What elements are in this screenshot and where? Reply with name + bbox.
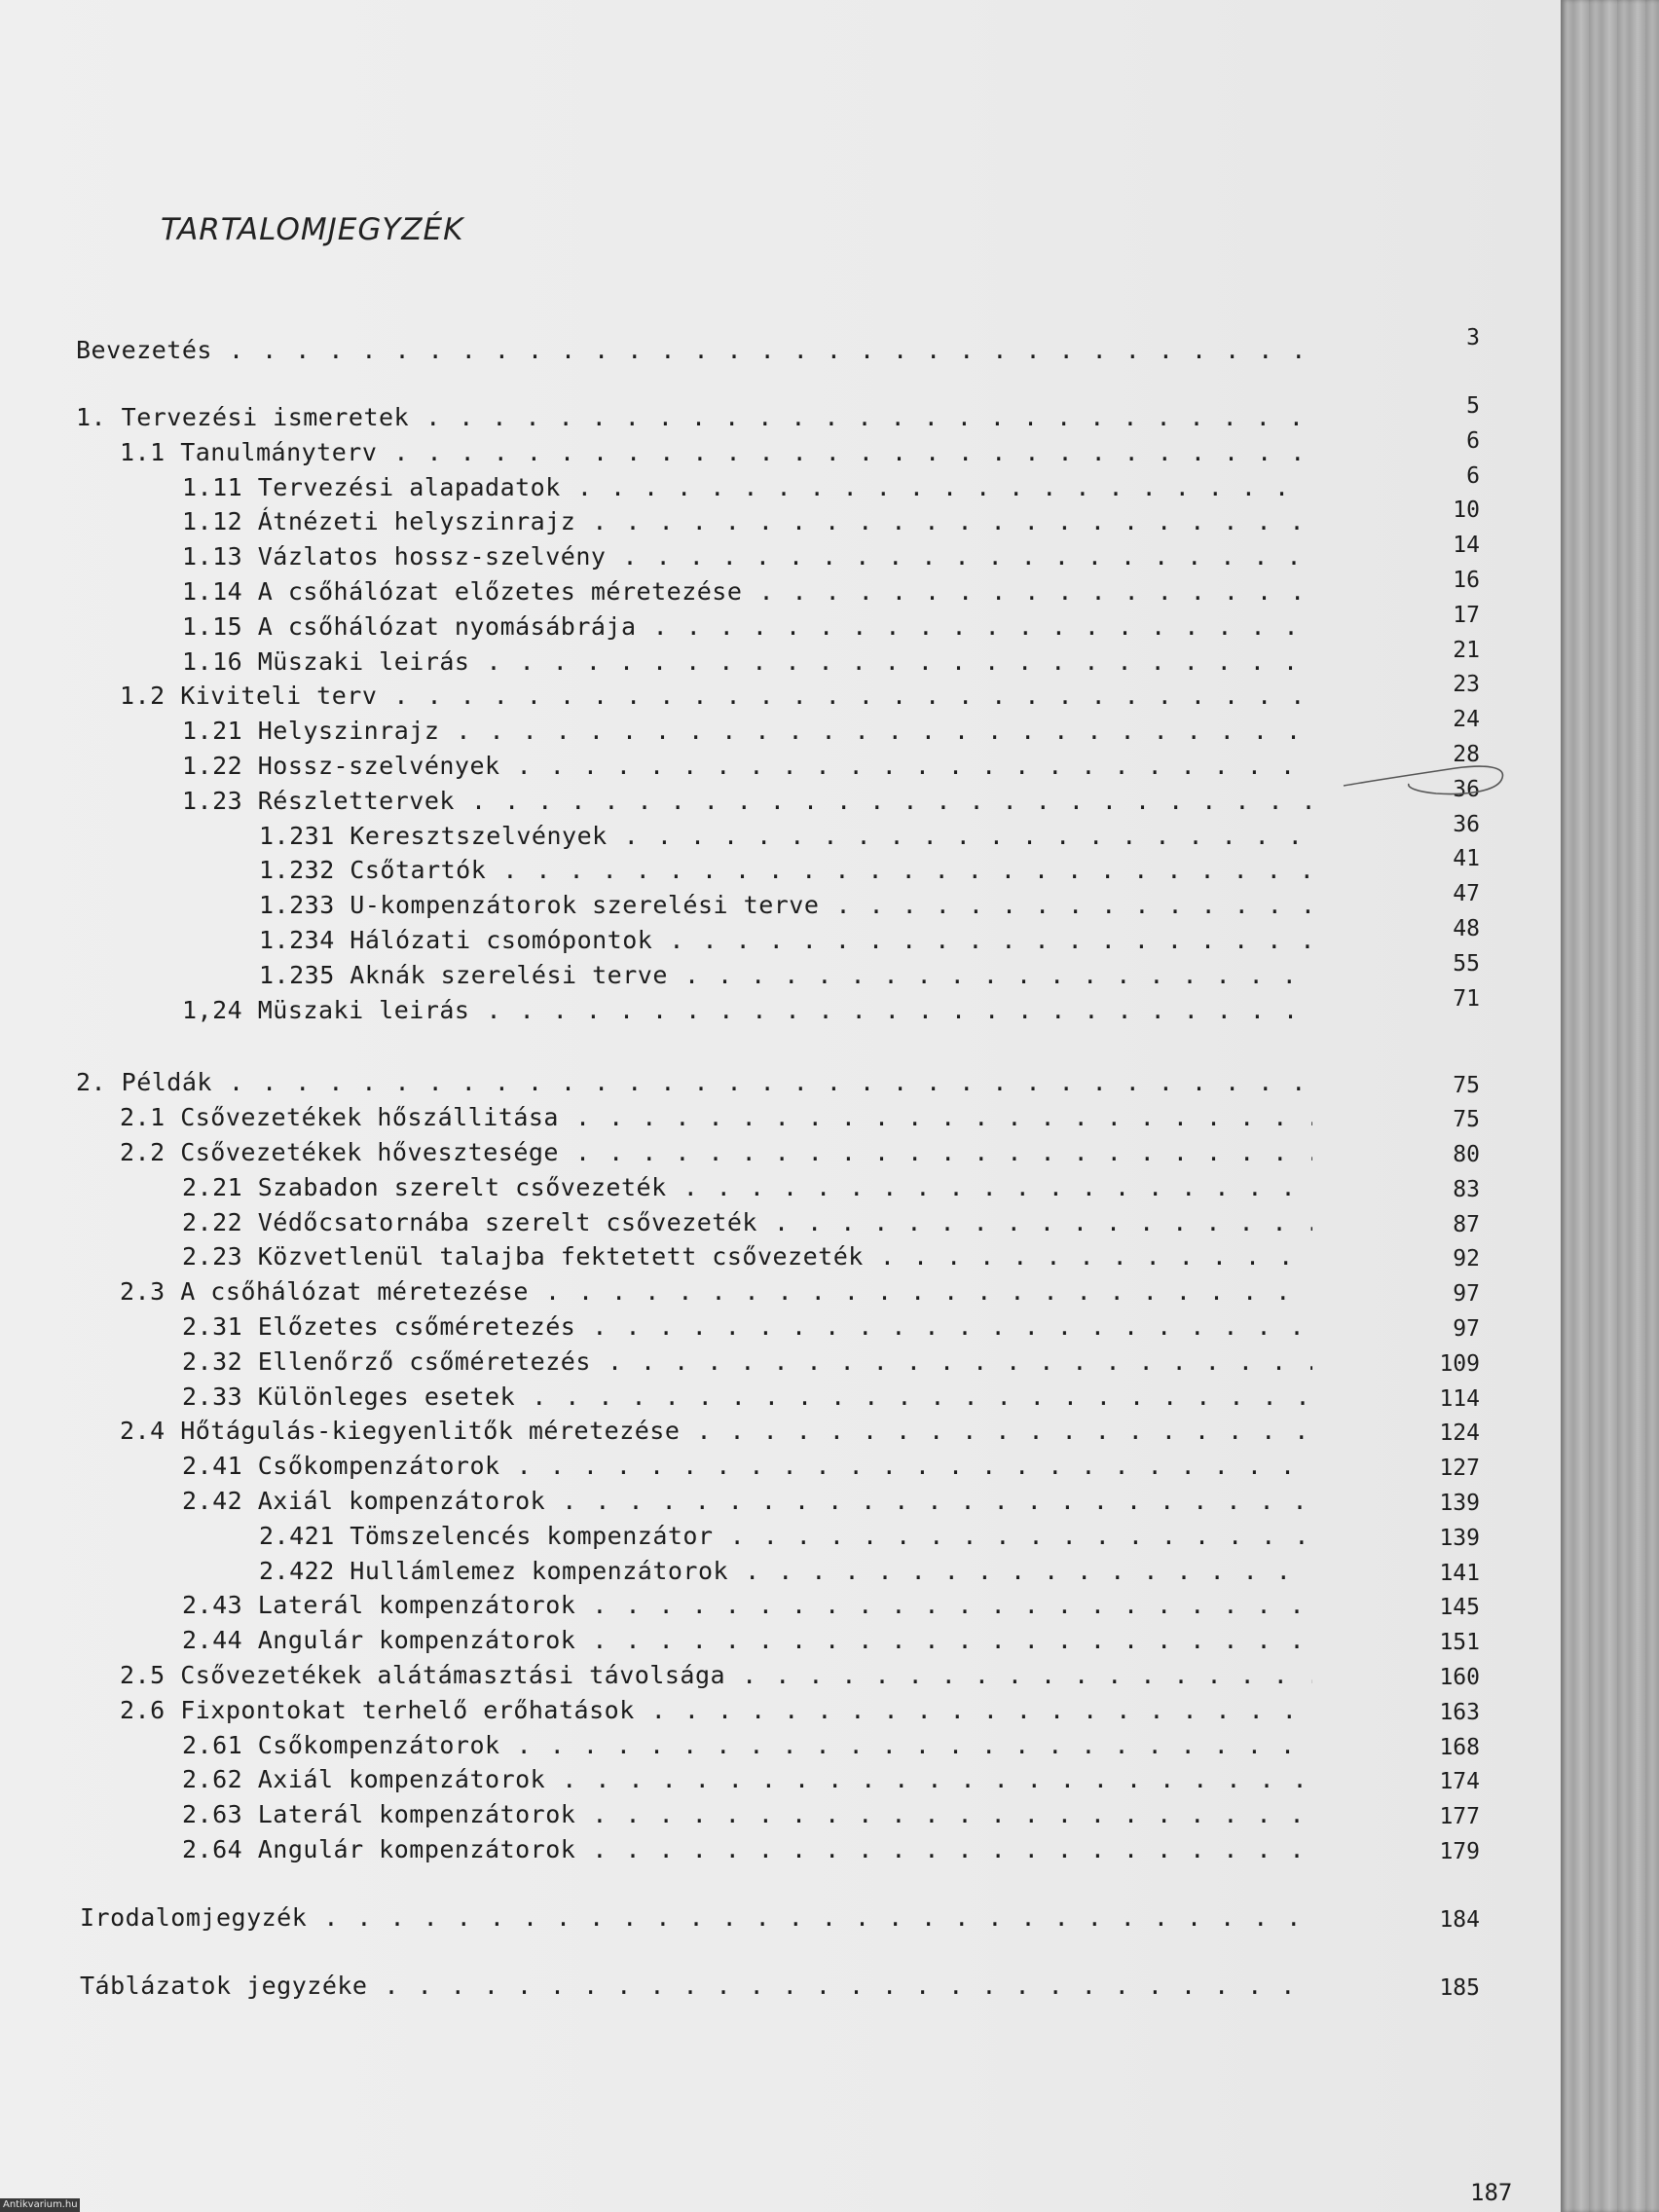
wooden-background bbox=[1561, 0, 1659, 2212]
toc-entry-page: 145 bbox=[1439, 1595, 1480, 1620]
toc-entry-label: 2.421 Tömszelencés kompenzátor . . . bbox=[259, 1522, 1312, 1550]
toc-entry-page: 97 bbox=[1453, 1281, 1480, 1307]
toc-entry-page: 36 bbox=[1453, 812, 1480, 837]
toc-entry bbox=[182, 1832, 1312, 1867]
toc-entry bbox=[182, 1728, 1312, 1763]
toc-entry bbox=[182, 993, 1312, 1028]
toc-entry bbox=[182, 470, 1312, 505]
toc-entry-page: 185 bbox=[1439, 1975, 1480, 2001]
toc-entry-label: 2.4 Hőtágulás-kiegyenlitők méretezése . . . bbox=[120, 1417, 1312, 1445]
toc-entry-label: 2.62 Axiál kompenzátorok . . . bbox=[182, 1765, 1312, 1793]
toc-entry-page: 16 bbox=[1453, 568, 1480, 593]
toc-entry bbox=[182, 1380, 1312, 1415]
toc-entry-label: 1.16 Müszaki leirás . . . bbox=[182, 647, 1312, 676]
toc-entry-label: 1.232 Csőtartók . . . bbox=[259, 856, 1312, 884]
toc-entry bbox=[76, 400, 1312, 435]
toc-entry-page: 87 bbox=[1453, 1212, 1480, 1237]
toc-entry-page: 3 bbox=[1466, 325, 1480, 350]
toc-entry-label: 1.231 Keresztszelvények . . . bbox=[259, 822, 1312, 850]
toc-entry bbox=[120, 679, 1312, 714]
toc-entry-page: 174 bbox=[1439, 1769, 1480, 1794]
toc-entry-page: 163 bbox=[1439, 1700, 1480, 1725]
toc-entry-label: 2.23 Közvetlenül talajba fektetett csővezeték . . . bbox=[182, 1242, 1312, 1271]
toc-entry-label: 1.1 Tanulmányterv . . . bbox=[120, 438, 1312, 466]
toc-entry bbox=[76, 1065, 1312, 1100]
toc-entry bbox=[182, 539, 1312, 574]
toc-entry-page: 55 bbox=[1453, 951, 1480, 977]
toc-entry-label: 2. Példák . . . bbox=[76, 1068, 1312, 1096]
toc-entry-page: 21 bbox=[1453, 638, 1480, 663]
toc-entry-label: 2.32 Ellenőrző csőméretezés . . . bbox=[182, 1347, 1312, 1376]
toc-entry-label: Irodalomjegyzék . . . bbox=[80, 1903, 1312, 1932]
toc-entry-label: 1.235 Aknák szerelési terve . . . bbox=[259, 961, 1312, 989]
toc-entry bbox=[259, 819, 1312, 854]
toc-entry-label: 2.64 Angulár kompenzátorok . . . bbox=[182, 1835, 1312, 1863]
toc-entry bbox=[182, 1239, 1312, 1274]
toc-entry bbox=[182, 1484, 1312, 1519]
toc-entry bbox=[182, 1797, 1312, 1832]
page-number: 187 bbox=[1470, 2179, 1513, 2206]
toc-entry-page: 80 bbox=[1453, 1142, 1480, 1167]
toc-entry-page: 160 bbox=[1439, 1665, 1480, 1690]
pen-circle-mark bbox=[1339, 745, 1514, 813]
toc-entry-label: 2.2 Csővezetékek hővesztesége . . . bbox=[120, 1138, 1312, 1166]
toc-entry-page: 179 bbox=[1439, 1839, 1480, 1864]
toc-entry-page: 139 bbox=[1439, 1526, 1480, 1551]
toc-entry bbox=[76, 333, 1312, 368]
toc-entry bbox=[259, 958, 1312, 993]
toc-entry-label: 2.22 Védőcsatornába szerelt csővezeték . . . bbox=[182, 1208, 1312, 1236]
toc-entry-label: 1.11 Tervezési alapadatok . . . bbox=[182, 473, 1312, 501]
toc-entry bbox=[182, 714, 1312, 749]
toc-entry-page: 75 bbox=[1453, 1107, 1480, 1132]
toc-entry-label: 1. Tervezési ismeretek . . . bbox=[76, 403, 1312, 431]
toc-entry bbox=[120, 435, 1312, 470]
toc-entry-page: 5 bbox=[1466, 393, 1480, 419]
toc-entry-page: 92 bbox=[1453, 1246, 1480, 1272]
toc-entry-page: 23 bbox=[1453, 672, 1480, 697]
toc-entry-page: 41 bbox=[1453, 846, 1480, 871]
toc-entry bbox=[80, 1969, 1312, 2004]
toc-entry-page: 71 bbox=[1453, 986, 1480, 1012]
toc-entry bbox=[182, 609, 1312, 645]
toc-entry-page: 151 bbox=[1439, 1630, 1480, 1655]
toc-entry-page: 109 bbox=[1439, 1351, 1480, 1377]
toc-entry-page: 168 bbox=[1439, 1735, 1480, 1760]
toc-entry-label: 2.6 Fixpontokat terhelő erőhatások . . . bbox=[120, 1696, 1312, 1724]
toc-entry-label: 2.63 Laterál kompenzátorok . . . bbox=[182, 1800, 1312, 1828]
toc-entry-page: 6 bbox=[1466, 428, 1480, 454]
toc-entry-label: 1.23 Részlettervek . . . bbox=[182, 787, 1312, 815]
toc-entry-page: 127 bbox=[1439, 1456, 1480, 1481]
toc-entry-page: 184 bbox=[1439, 1907, 1480, 1933]
toc-entry-page: 36 bbox=[1453, 777, 1480, 802]
toc-entry bbox=[259, 1554, 1312, 1589]
toc-entry bbox=[182, 1345, 1312, 1380]
toc-entry bbox=[182, 1309, 1312, 1345]
toc-entry-label: Bevezetés . . . bbox=[76, 336, 1312, 364]
toc-entry-page: 177 bbox=[1439, 1804, 1480, 1829]
toc-entry-page: 14 bbox=[1453, 533, 1480, 558]
toc-entry bbox=[259, 853, 1312, 888]
toc-entry bbox=[120, 1100, 1312, 1135]
toc-entry-label: 2.21 Szabadon szerelt csővezeték . . . bbox=[182, 1173, 1312, 1201]
toc-entry-page: 75 bbox=[1453, 1073, 1480, 1098]
toc-entry-page: 6 bbox=[1466, 463, 1480, 489]
toc-entry-page: 124 bbox=[1439, 1420, 1480, 1446]
toc-entry-page: 141 bbox=[1439, 1561, 1480, 1586]
toc-entry-label: 2.61 Csőkompenzátorok . . . bbox=[182, 1731, 1312, 1759]
toc-entry-label: 1.14 A csőhálózat előzetes méretezése . . . bbox=[182, 577, 1312, 606]
toc-entry-label: 2.5 Csővezetékek alátámasztási távolsága . . . bbox=[120, 1661, 1312, 1689]
toc-entry-label: Táblázatok jegyzéke . . . bbox=[80, 1972, 1312, 2000]
toc-entry bbox=[182, 1623, 1312, 1658]
toc-entry-label: 1,24 Müszaki leirás . . . bbox=[182, 996, 1312, 1024]
toc-entry-label: 2.42 Axiál kompenzátorok . . . bbox=[182, 1487, 1312, 1515]
toc-entry-label: 1.21 Helyszinrajz . . . bbox=[182, 717, 1312, 745]
toc-entry bbox=[182, 1205, 1312, 1240]
toc-entry bbox=[259, 1519, 1312, 1554]
toc-entry-label: 2.33 Különleges esetek . . . bbox=[182, 1382, 1312, 1411]
toc-entry bbox=[182, 1588, 1312, 1623]
toc-entry bbox=[80, 1900, 1312, 1936]
page-title: TARTALOMJEGYZÉK bbox=[161, 212, 464, 247]
toc-entry bbox=[120, 1414, 1312, 1449]
toc-entry-label: 1.22 Hossz-szelvények . . . bbox=[182, 752, 1312, 780]
toc-entry-label: 2.31 Előzetes csőméretezés . . . bbox=[182, 1312, 1312, 1341]
toc-entry-label: 1.234 Hálózati csomópontok . . . bbox=[259, 926, 1312, 954]
toc-entry-label: 2.422 Hullámlemez kompenzátorok . . . bbox=[259, 1557, 1312, 1585]
toc-entry-label: 2.41 Csőkompenzátorok . . . bbox=[182, 1452, 1312, 1480]
toc-entry bbox=[182, 784, 1312, 819]
toc-entry bbox=[120, 1658, 1312, 1693]
toc-entry bbox=[259, 888, 1312, 923]
toc-entry-label: 1.15 A csőhálózat nyomásábrája . . . bbox=[182, 612, 1312, 641]
toc-entry-page: 28 bbox=[1453, 742, 1480, 767]
toc-entry-label: 1.12 Átnézeti helyszinrajz . . . bbox=[182, 507, 1312, 535]
toc-entry-page: 47 bbox=[1453, 881, 1480, 906]
toc-entry bbox=[120, 1135, 1312, 1170]
toc-entry-page: 97 bbox=[1453, 1316, 1480, 1342]
toc-entry-page: 139 bbox=[1439, 1491, 1480, 1516]
toc-entry-label: 2.44 Angulár kompenzátorok . . . bbox=[182, 1626, 1312, 1654]
toc-entry-label: 2.1 Csővezetékek hőszállitása . . . bbox=[120, 1103, 1312, 1131]
toc-entry bbox=[120, 1274, 1312, 1309]
toc-entry bbox=[182, 1449, 1312, 1484]
toc-entry-page: 48 bbox=[1453, 916, 1480, 941]
toc-entry-page: 17 bbox=[1453, 603, 1480, 628]
toc-entry bbox=[120, 1693, 1312, 1728]
toc-entry bbox=[182, 504, 1312, 539]
toc-entry bbox=[182, 1170, 1312, 1205]
toc-entry bbox=[182, 1762, 1312, 1797]
watermark: Antikvarium.hu bbox=[0, 2198, 80, 2212]
toc-entry-label: 2.3 A csőhálózat méretezése . . . bbox=[120, 1277, 1312, 1306]
toc-entry bbox=[182, 645, 1312, 680]
toc-entry-page: 24 bbox=[1453, 707, 1480, 732]
toc-entry bbox=[182, 749, 1312, 784]
toc-entry bbox=[259, 923, 1312, 958]
toc-entry-label: 1.2 Kiviteli terv . . . bbox=[120, 682, 1312, 710]
toc-entry bbox=[182, 574, 1312, 609]
toc-entry-label: 2.43 Laterál kompenzátorok . . . bbox=[182, 1591, 1312, 1619]
toc-entry-label: 1.233 U-kompenzátorok szerelési terve . . . bbox=[259, 891, 1312, 919]
toc-entry-label: 1.13 Vázlatos hossz-szelvény . . . bbox=[182, 542, 1312, 571]
toc-entry-page: 10 bbox=[1453, 498, 1480, 523]
toc-entry-page: 83 bbox=[1453, 1177, 1480, 1202]
toc-entry-page: 114 bbox=[1439, 1386, 1480, 1412]
